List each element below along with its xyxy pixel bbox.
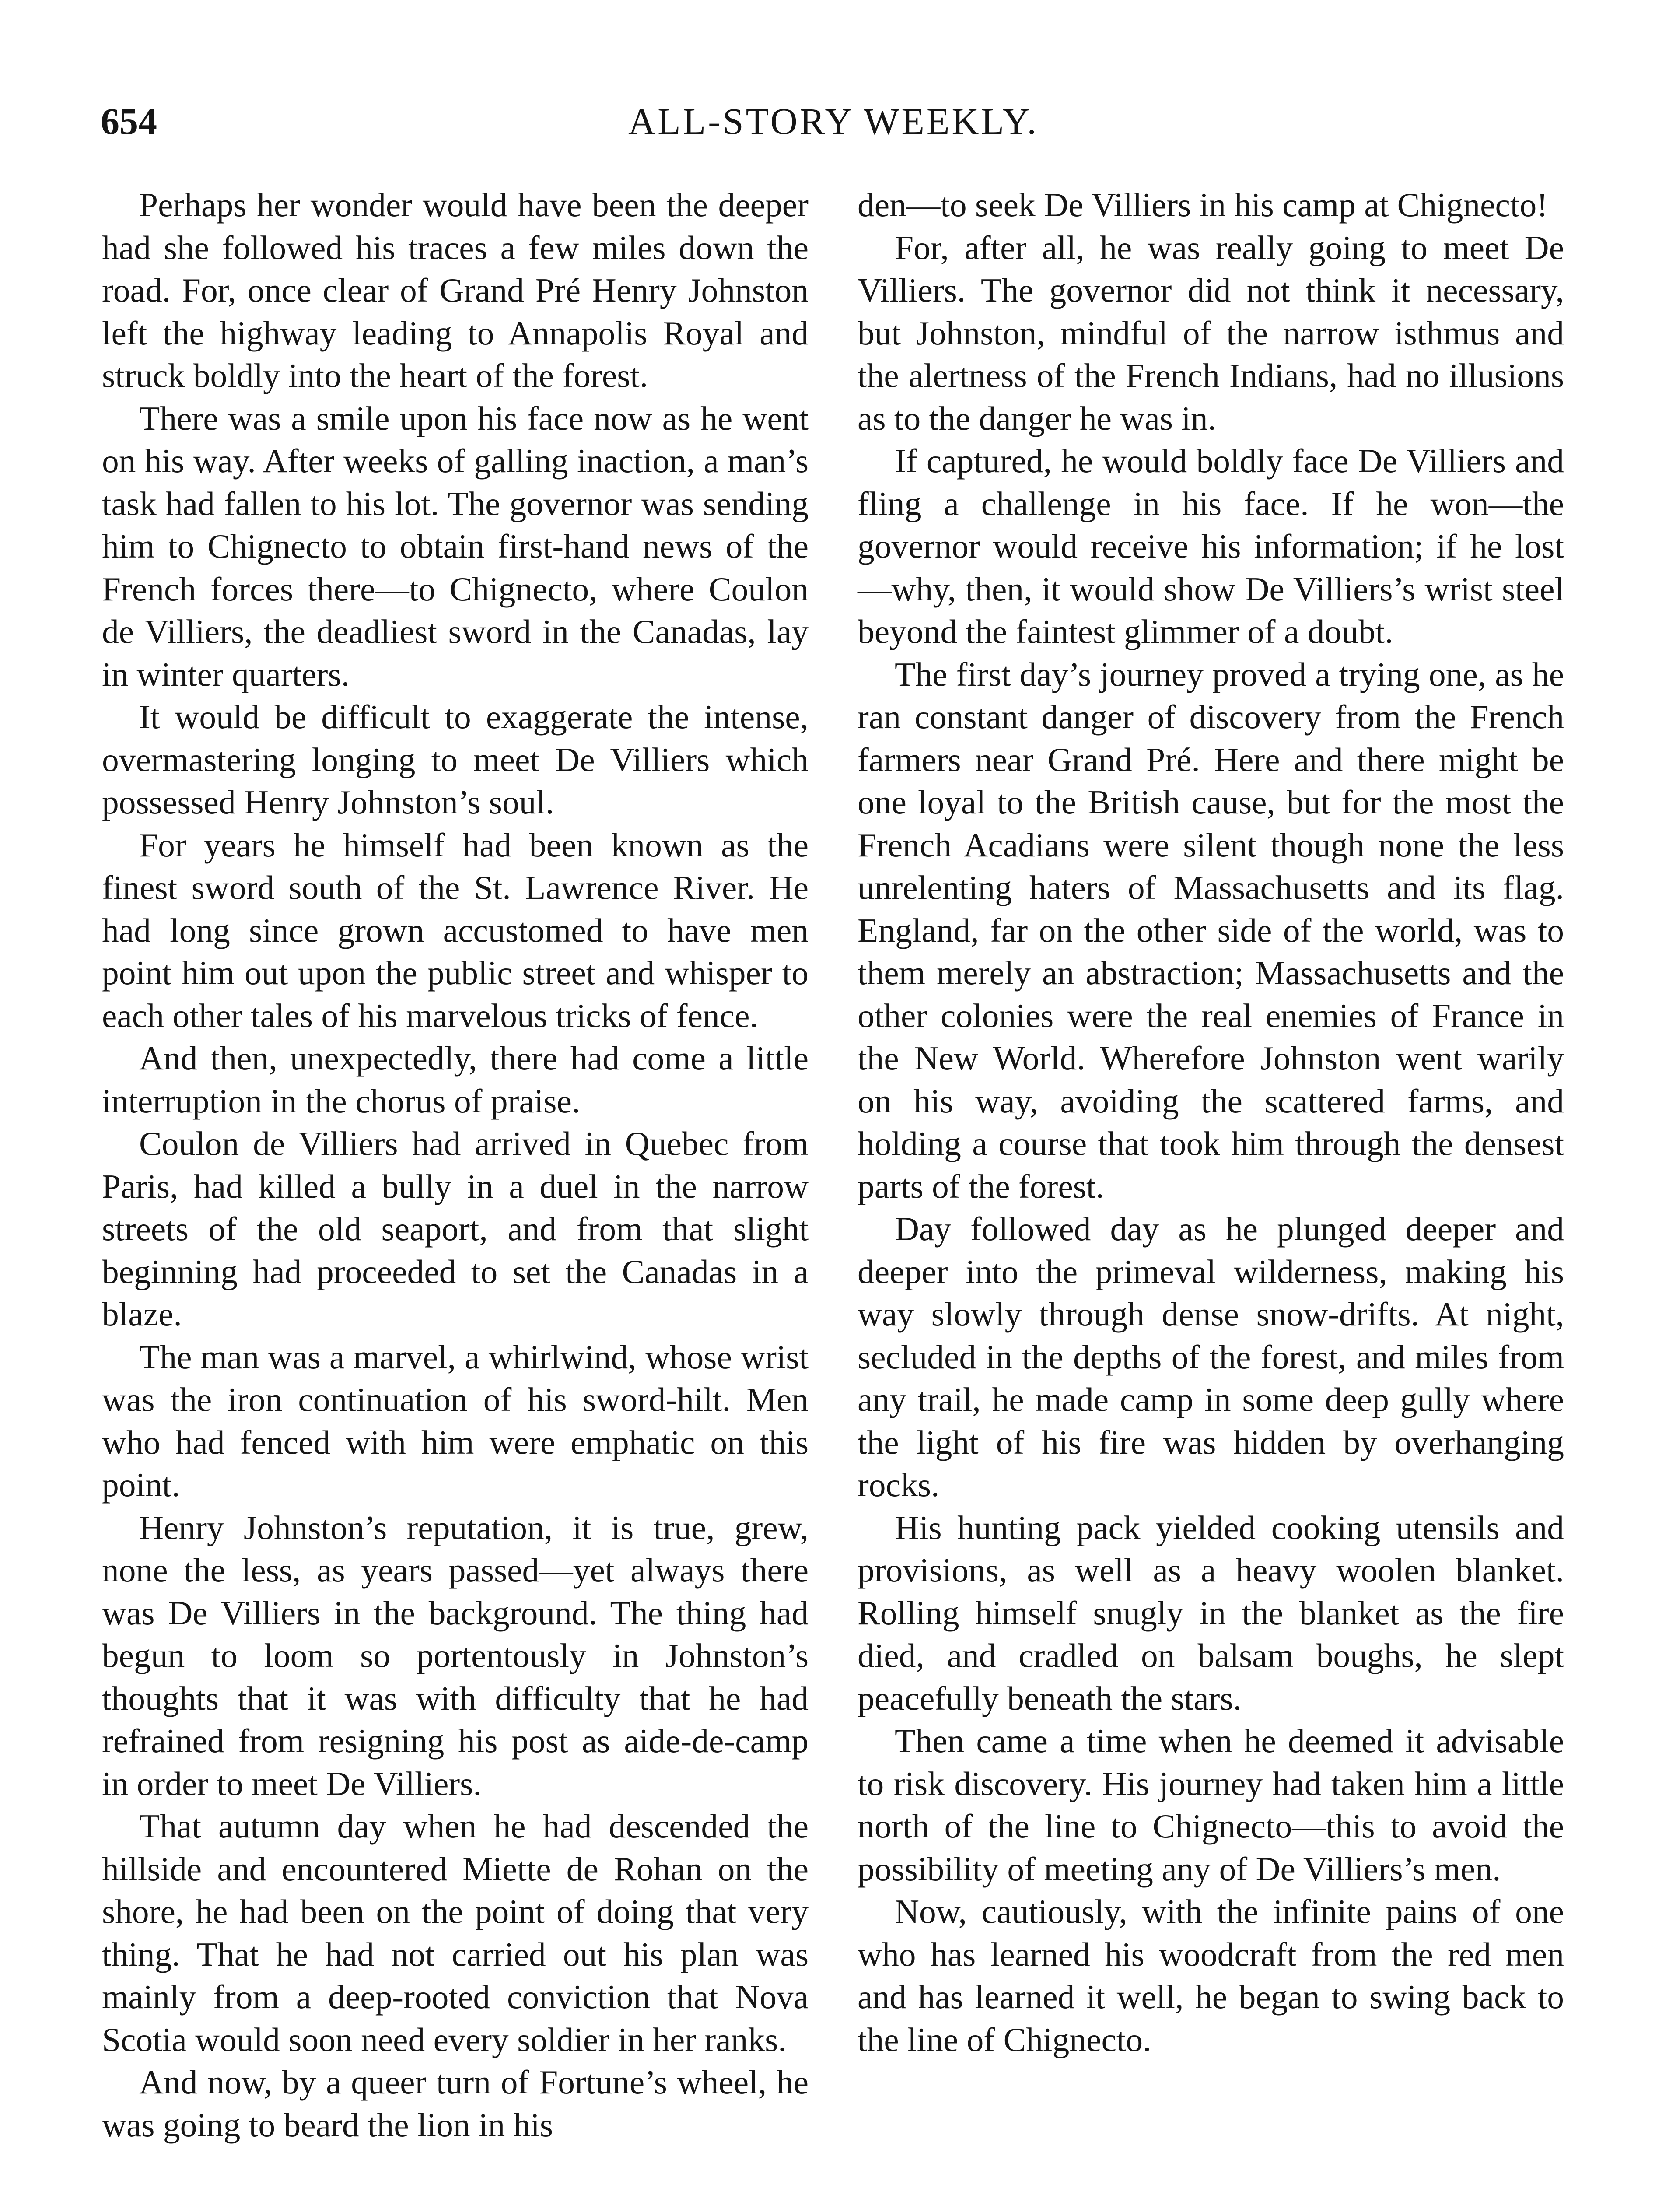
paragraph: Day followed day as he plunged deeper and deeper into the primeval wilderness, making his way slowly through dense snow-drifts. At night, secluded in the depths of the forest, and miles from any trail, he made camp in some deep gully where the light of his fire was hidden by overhanging rocks. xyxy=(858,1210,1564,1504)
paragraph: And then, unexpectedly, there had come a little interruption in the chorus of praise. xyxy=(102,1039,808,1120)
right-column xyxy=(858,184,1564,2061)
running-head: ALL-STORY WEEKLY. xyxy=(628,100,1039,142)
paragraph: There was a smile upon his face now as he went on his way. After weeks of galling inaction, a man’s task had fallen to his lot. The governor was sending him to Chignecto to obtain first-hand news of the French forces there—to Chignecto, where Coulon de Villiers, the deadliest sword in the Canadas, lay in winter quarters. xyxy=(102,399,808,693)
paragraph: For, after all, he was really going to meet De Villiers. The governor did not think it necessary, but Johnston, mindful of the narrow isthmus and the alertness of the French Indians, had no illusions as to the danger he was in. xyxy=(858,228,1564,437)
page-number: 654 xyxy=(101,100,157,142)
paragraph: Coulon de Villiers had arrived in Quebec from Paris, had killed a bully in a duel in the narrow streets of the old seaport, and from that slight beginning had proceeded to set the Canadas in a blaze. xyxy=(102,1125,808,1333)
paragraph: And now, by a queer turn of Fortune’s wheel, he was going to beard the lion in his xyxy=(102,2063,808,2144)
paragraph: His hunting pack yielded cooking utensils and provisions, as well as a heavy woolen blanket. Rolling himself snugly in the blanket as the fire died, and cradled on balsam boughs, he slept peacefully beneath the stars. xyxy=(858,1508,1564,1717)
paragraph: If captured, he would boldly face De Villiers and fling a challenge in his face. If he won—the governor would receive his information; if he lost—why, then, it would show De Villiers’s wrist steel beyond the faintest glimmer of a doubt. xyxy=(858,442,1564,650)
page-header xyxy=(101,97,1566,145)
left-column xyxy=(102,184,808,2146)
paragraph: The man was a marvel, a whirlwind, whose wrist was the iron continuation of his sword-hilt. Men who had fenced with him were emphatic on this point. xyxy=(102,1338,808,1504)
paragraph: It would be difficult to exaggerate the intense, overmastering longing to meet De Villiers which possessed Henry Johnston’s soul. xyxy=(102,698,808,821)
paragraph: The first day’s journey proved a trying one, as he ran constant danger of discovery from the French farmers near Grand Pré. Here and there might be one loyal to the British cause, but for the most the French Acadians were silent though none the less unrelenting haters of Massachusetts and its flag. England, far on the other side of the world, was to them merely an abstraction; Massachusetts and the other colonies were the real enemies of France in the New World. Wherefore Johnston went warily on his way, avoiding the scattered farms, and holding a course that took him through the densest parts of the forest. xyxy=(858,655,1564,1205)
continued-paragraph: den—to seek De Villiers in his camp at Chignecto! xyxy=(858,186,1548,224)
paragraph: Then came a time when he deemed it advisable to risk discovery. His journey had taken him a little north of the line to Chignecto—this to avoid the possibility of meeting any of De Villiers’s men. xyxy=(858,1722,1564,1888)
paragraph: For years he himself had been known as the finest sword south of the St. Lawrence River. He had long since grown accustomed to have men point him out upon the public street and whisper to each other tales of his marvelous tricks of fence. xyxy=(102,826,808,1034)
paragraph: Perhaps her wonder would have been the deeper had she followed his traces a few miles down the road. For, once clear of Grand Pré Henry Johnston left the highway leading to Annapolis Royal and struck boldly into the heart of the forest. xyxy=(102,186,808,394)
paragraph: That autumn day when he had descended the hillside and encountered Miette de Rohan on the shore, he had been on the point of doing that very thing. That he had not carried out his plan was mainly from a deep-rooted conviction that Nova Scotia would soon need every soldier in her ranks. xyxy=(102,1807,808,2058)
paragraph: Now, cautiously, with the infinite pains of one who has learned his woodcraft from the red men and has learned it well, he began to swing back to the line of Chignecto. xyxy=(858,1893,1564,2058)
paragraph: Henry Johnston’s reputation, it is true, grew, none the less, as years passed—yet always there was De Villiers in the background. The thing had begun to loom so portentously in Johnston’s thoughts that it was with difficulty that he had refrained from resigning his post as aide-de-camp in order to meet De Villiers. xyxy=(102,1508,808,1802)
